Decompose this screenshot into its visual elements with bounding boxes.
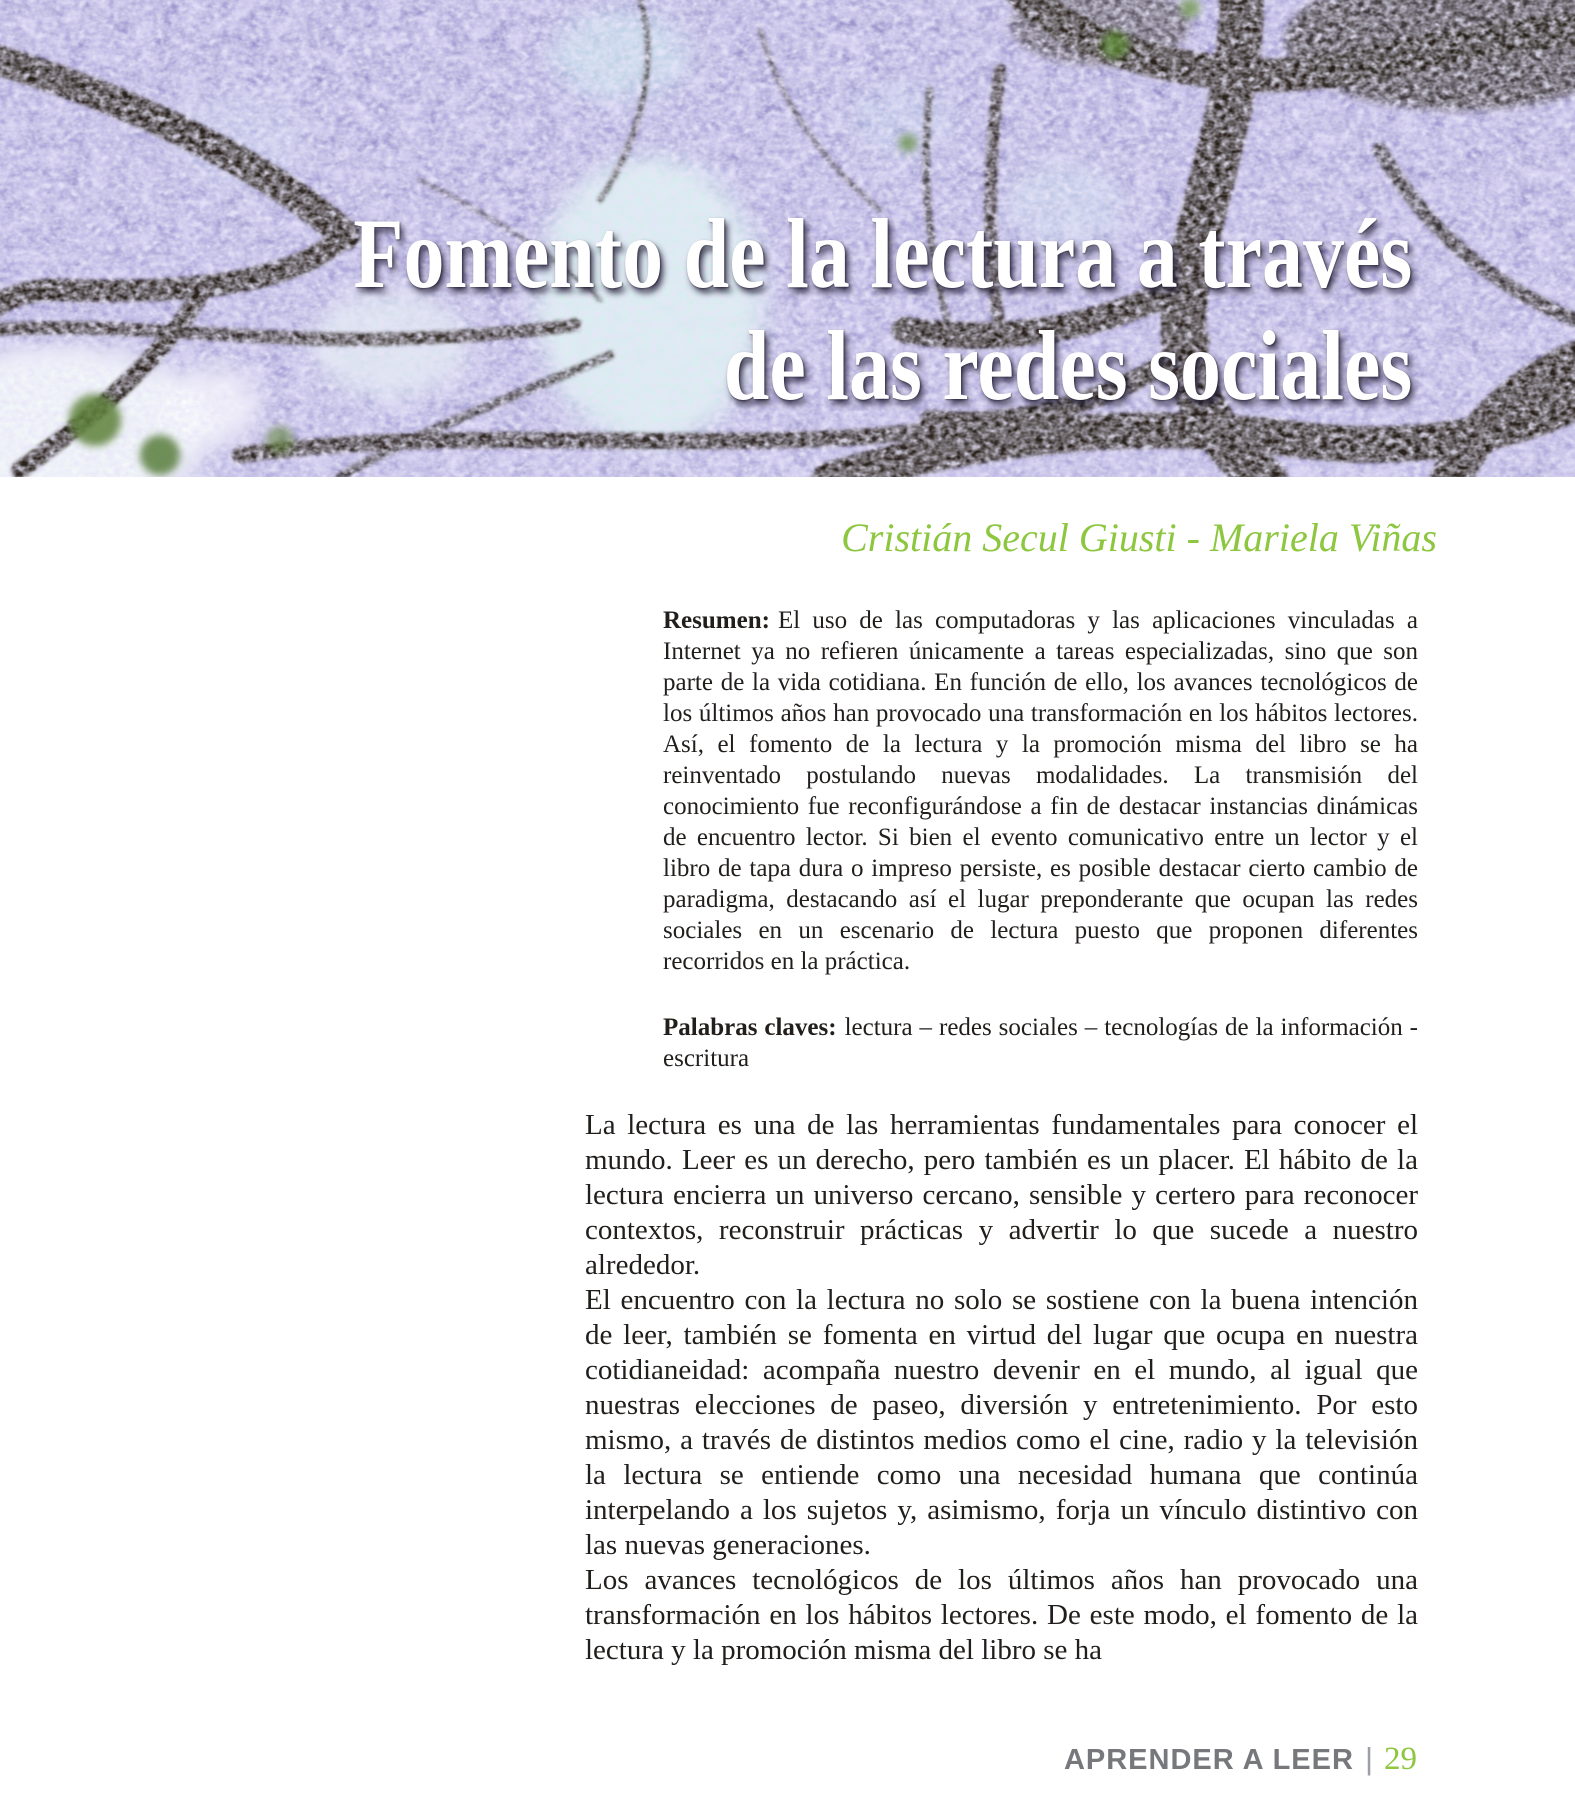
abstract-label: Resumen: [663,607,770,634]
abstract-text: El uso de las computadoras y las aplicaciones vinculadas a Internet ya no refieren únicamente a tareas especializadas, sino que son parte de la vida cotidiana. En función de ello, los avances tecnológicos de los últimos años han provocado una transformación en los hábitos lectores. Así, el fomento de la lectura y la promoción misma del libro se ha reinventado postulando nuevas modalidades. La transmisión del conocimiento fue reconfigurándose a fin de destacar instancias dinámicas de encuentro lector. Si bien el evento comunicativo entre un lector y el libro de tapa dura o impreso persiste, es posible destacar cierto cambio de paradigma, destacando así el lugar preponderante que ocupan las redes sociales en un escenario de lectura puesto que proponen diferentes recorridos en la práctica. [663,607,1418,975]
article-body [585,1108,1418,1668]
hero-image [0,0,1575,477]
abstract-block [663,605,1418,977]
body-paragraph: El encuentro con la lectura no solo se sostiene con la buena intención de leer, también se fomenta en virtud del lugar que ocupa en nuestra cotidianeidad: acompaña nuestro devenir en el mundo, al igual que nuestras elecciones de paseo, diversión y entretenimiento. Por esto mismo, a través de distintos medios como el cine, radio y la televisión la lectura se entiende como una necesidad humana que continúa interpelando a los sujetos y, asimismo, forja un vínculo distintivo con las nuevas generaciones. [585,1284,1418,1561]
footer-separator: | [1364,1741,1373,1776]
footer-page-number: 29 [1384,1741,1417,1777]
byline-authors: Cristián Secul Giusti - Mariela Viñas [841,515,1437,560]
keywords-block [663,1012,1418,1074]
keywords-label: Palabras claves: [663,1014,837,1041]
page-title [353,198,1412,422]
body-paragraph: Los avances tecnológicos de los últimos años han provocado una transformación en los hábitos lectores. De este modo, el fomento de la lectura y la promoción misma del libro se ha [585,1564,1418,1666]
keywords-text: lectura – redes sociales – tecnologías de la información - escritura [663,1014,1419,1072]
body-paragraph: La lectura es una de las herramientas fundamentales para conocer el mundo. Leer es un derecho, pero también es un placer. El hábito de la lectura encierra un universo cercano, sensible y certero para reconocer contextos, reconstruir prácticas y advertir lo que sucede a nuestro alrededor. [585,1109,1418,1281]
page-title-line1: Fomento de la lectura a través [353,198,1412,309]
page-footer [1064,1741,1417,1778]
footer-magazine-title: APRENDER A LEER [1063,1744,1354,1776]
page-title-line2: de las redes sociales [723,310,1412,421]
